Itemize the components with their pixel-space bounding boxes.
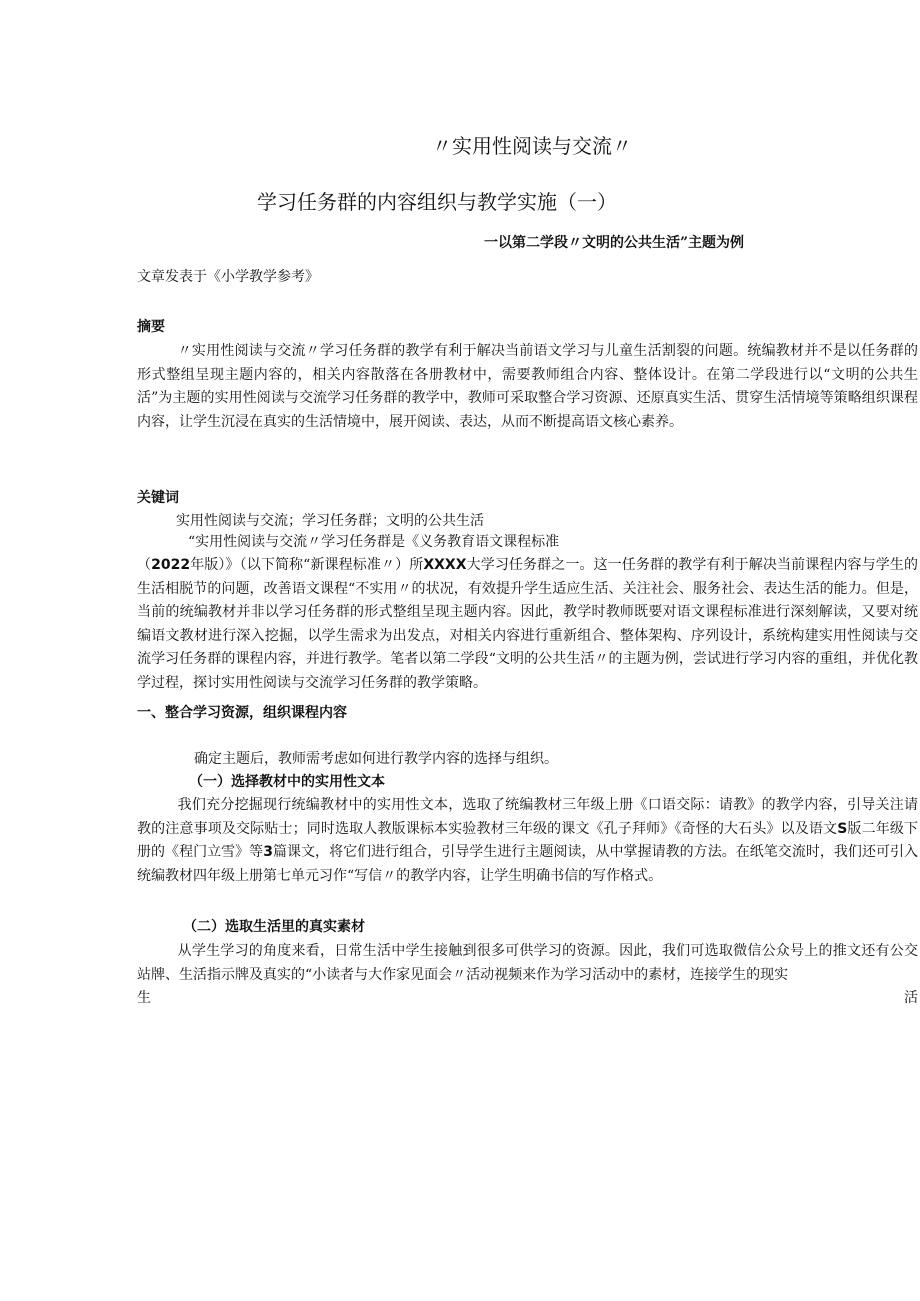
intro-text-b: 大学习任务群之一。这一任务群的教学有利于解决当前课程内容与学生的生活相脱节的问题，改善语文课程“不实用〃的状况，有效提升学生适应生活、关注社会、服务社会、表达生活的能力。但是，当前的统编教材并非以学习任务群的形式整组呈现主题内容。因此，教学时教师既要对语文课程标准进行深刻解读，又要对统编语文教材进行深入挖掘，以学生需求为出发点，对相关内容进行重新组合、整体架构、序列设计，系统构建实用性阅读与交流学习任务群的课程内容，并进行教学。笔者以第二学段“文明的公共生活〃的主题为例，尝试进行学习内容的重组，并优化教学过程，探讨实用性阅读与交流学习任务群的教学策略。 bbox=[137, 557, 918, 691]
intro-text-a: 年版）》（以下简称“新课程标准〃）所 bbox=[190, 557, 424, 573]
doc-title-line1: 〃实用性阅读与交流〃 bbox=[432, 134, 632, 158]
sub1-text-b: 版二年级下册的《程门立雪》等 bbox=[137, 820, 919, 861]
subsection1-body bbox=[137, 794, 918, 888]
intro-paragraph: （2022年版）》（以下简称“新课程标准〃）所XXXX大学习任务群之一。这一任务群的教学有利于解决当前课程内容与学生的生活相脱节的问题，改善语文课程“不实用〃的状况，有效提升学生适应生活、关注社会、服务社会、表达生活的能力。但是，当前的统编教材并非以学习任务群的形式整组呈现主题内容。因此，教学时教师既要对语文课程标准进行深刻解读，又要对统编语文教材进行深入挖掘，以学生需求为出发点，对相关内容进行重新组合、整体架构、序列设计，系统构建实用性阅读与交流学习任务群的课程内容，并进行教学。笔者以第二学段“文明的公共生活〃的主题为例，尝试进行学习内容的重组，并优化教学过程，探讨实用性阅读与交流学习任务群的教学策略。 bbox=[137, 557, 918, 691]
section1-heading: 一、整合学习资源，组织课程内容 bbox=[137, 705, 347, 721]
sub2-last-right: 活 bbox=[904, 990, 918, 1007]
abstract-heading: 摘要 bbox=[137, 319, 165, 335]
intro-bold-count: XXXX bbox=[423, 557, 467, 573]
keywords-body: 实用性阅读与交流；学习任务群；文明的公共生活 bbox=[176, 513, 484, 529]
abstract-body: 〃实用性阅读与交流〃学习任务群的教学有利于解决当前语文学习与儿童生活割裂的问题。统编教材并不是以任务群的形式整组呈现主题内容的，相关内容散落在各册教材中，需要教师组合内容、整体设计。在第二学段进行以“文明的公共生活”为主题的实用性阅读与交流学习任务群的教学中，教师可采取整合学习资源、还原真实生活、贯穿生活情境等策略组织课程内容，让学生沉浸在真实的生活情境中，展开阅读、表达，从而不断提高语文核心素养。 bbox=[137, 343, 918, 430]
subsection2-body bbox=[137, 940, 918, 1011]
sub1-text-c: 篇课文，将它们进行组合，引导学生进行主题阅读，从中掌握请教的方法。在纸笔交流时，我们还可引入统编教材四年级上册第七单元习作“写信〃的教学内容，让学生明确书信的写作格式。 bbox=[137, 844, 919, 884]
sub1-bold-3: 3 bbox=[263, 844, 273, 861]
subsection1-heading: （一）选择教材中的实用性文本 bbox=[189, 774, 385, 790]
keywords-heading: 关键词 bbox=[137, 490, 179, 506]
doc-title-line2: 学习任务群的内容组织与教学实施（一） bbox=[257, 190, 617, 214]
sub2-last-left: 生 bbox=[137, 990, 151, 1007]
sub2-last-line bbox=[137, 987, 918, 1011]
subsection2-heading: （二）选取生活里的真实素材 bbox=[183, 919, 365, 935]
section1-intro: 确定主题后，教师需考虑如何进行教学内容的选择与组织。 bbox=[194, 751, 558, 767]
intro-year: 2022 bbox=[151, 557, 191, 573]
sub1-bold-s: S bbox=[837, 820, 848, 837]
doc-subtitle: 一以第二学段〃文明的公共生活”主题为例 bbox=[484, 235, 745, 251]
source-line: 文章发表于《小学教学参考》 bbox=[137, 269, 319, 285]
intro-first-line: “实用性阅读与交流〃学习任务群是《义务教育语文课程标准 bbox=[188, 534, 560, 550]
sub1-text-a: 我们充分挖掘现行统编教材中的实用性文本，选取了统编教材三年级上册《口语交际：请教》的教学内容，引导关注请教的注意事项及交际贴士；同时选取人教版课标本实验教材三年级的课文《孔子拜师》《奇怪的大石头》以及语文 bbox=[137, 797, 918, 837]
sub2-text: 从学生学习的角度来看，日常生活中学生接触到很多可供学习的资源。因此，我们可选取微信公众号上的推文还有公交站牌、生活指示牌及真实的“小读者与大作家见面会〃活动视频来作为学习活动中的素材，连接学生的现实 bbox=[137, 943, 918, 983]
